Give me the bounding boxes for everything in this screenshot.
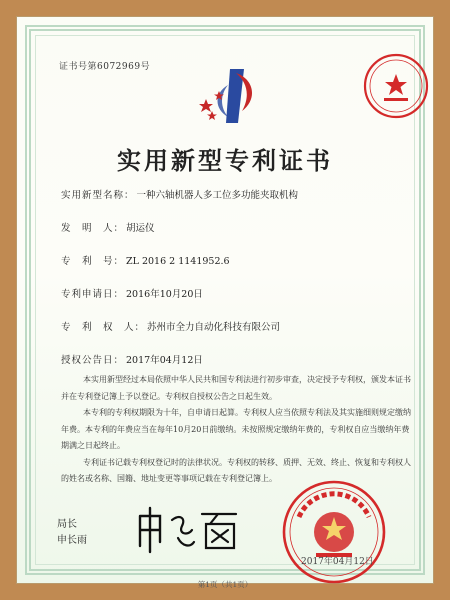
signatory-block [57, 517, 87, 549]
field-label: 专利申请日： [61, 289, 125, 300]
field-value: 2017年04月12日 [126, 355, 203, 366]
official-patent-seal-icon [279, 477, 389, 587]
field-value: 胡运仪 [126, 223, 155, 234]
body-paragraph: 专利证书记载专利权登记时的法律状况。专利权的转移、质押、无效、终止、恢复和专利权人的姓名或名称、国籍、地址变更等事项记载在专利登记簿上。 [61, 457, 411, 483]
field-label: 专 利 权 人： [61, 322, 146, 333]
patent-office-emblem-icon [192, 65, 272, 127]
field-utility-model-name [61, 187, 298, 201]
handwritten-signature-icon [132, 502, 242, 557]
field-application-date [61, 286, 203, 300]
field-inventor [61, 220, 155, 234]
body-paragraph: 本实用新型经过本局依照中华人民共和国专利法进行初步审查，决定授予专利权，颁发本证书并在专利登记簿上予以登记。专利权自授权公告之日起生效。 [61, 375, 411, 401]
signatory-title: 局长 [57, 519, 77, 530]
field-value: 2016年10月20日 [126, 289, 203, 300]
page-footer: 第1页（共1页） [197, 580, 253, 589]
seal-date: 2017年04月12日 [301, 557, 374, 567]
field-value: ZL 2016 2 1141952.6 [126, 256, 230, 267]
field-announcement-date [61, 352, 203, 366]
field-label: 授权公告日： [61, 355, 125, 366]
field-label: 实用新型名称： [61, 190, 135, 201]
certificate-title: 实用新型专利证书 [117, 146, 333, 175]
signatory-name: 申长雨 [57, 535, 87, 546]
field-value: 一种六轴机器人多工位多功能夹取机构 [136, 190, 299, 201]
field-label: 专 利 号： [61, 256, 125, 267]
certificate-paper [16, 16, 434, 589]
body-paragraph: 本专利的专利权期限为十年，自申请日起算。专利权人应当依照专利法及其实施细则规定缴纳年费。本专利的年费应当在每年10月20日前缴纳。未按照规定缴纳年费的，专利权自应当缴纳年费期满之日起终止。 [61, 408, 411, 450]
field-label: 发 明 人： [61, 223, 125, 234]
field-value: 苏州市全力自动化科技有限公司 [147, 322, 281, 333]
certificate-number: 证书号第6072969号 [59, 62, 151, 72]
issuing-office-seal-icon [362, 52, 430, 120]
field-patent-number [61, 253, 230, 267]
field-patentee [61, 319, 280, 333]
certificate-body [61, 372, 411, 488]
